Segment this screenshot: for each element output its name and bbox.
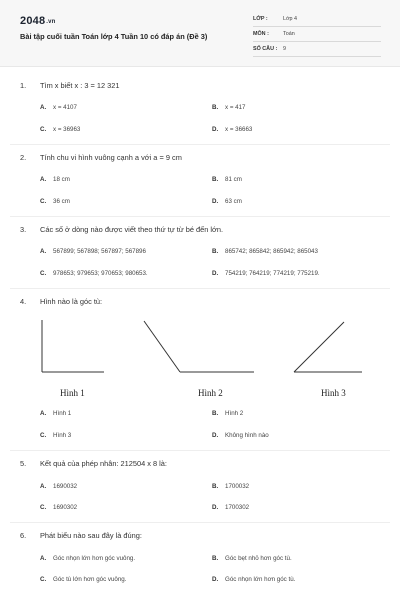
divider (10, 144, 390, 145)
q4-option-b[interactable]: B. Hình 2 (212, 410, 244, 417)
q3-option-d[interactable]: D. 754219; 764219; 774219; 775219. (212, 270, 320, 277)
q5-option-c[interactable]: C. 1690302 (40, 504, 78, 511)
q3-option-a[interactable]: A. 567899; 567898; 567897; 567896 (40, 248, 146, 255)
q1-option-b[interactable]: B. x = 417 (212, 104, 246, 111)
meta-class-label: LỚP : (253, 16, 268, 22)
figure-1-label: Hình 1 (60, 388, 85, 398)
q2-option-d[interactable]: D. 63 cm (212, 198, 242, 205)
q5-option-b[interactable]: B. 1700032 (212, 483, 250, 490)
q2-option-c[interactable]: C. 36 cm (40, 198, 70, 205)
q1-option-c[interactable]: C. x = 36963 (40, 126, 81, 133)
divider (10, 288, 390, 289)
q2-option-a[interactable]: A. 18 cm (40, 176, 70, 183)
divider (10, 522, 390, 523)
meta-question-count-value: 9 (283, 46, 286, 52)
meta-subject-value: Toán (283, 31, 295, 37)
q1-option-d[interactable]: D. x = 36663 (212, 126, 253, 133)
meta-question-count-label: SỐ CÂU : (253, 46, 278, 52)
question-3: 3. Các số ở dòng nào được viết theo thứ tự từ bé đến lớn. (20, 225, 224, 234)
meta-class-value: Lớp 4 (283, 16, 298, 22)
figure-3-acute-angle (288, 318, 368, 376)
q4-option-c[interactable]: C. Hình 3 (40, 432, 72, 439)
q6-option-b[interactable]: B. Góc bẹt nhỏ hơn góc tù. (212, 555, 292, 562)
meta-question-count (253, 44, 381, 57)
q5-option-d[interactable]: D. 1700302 (212, 504, 250, 511)
question-6: 6. Phát biểu nào sau đây là đúng: (20, 531, 142, 540)
q6-option-a[interactable]: A. Góc nhọn lớn hơn góc vuông. (40, 555, 136, 562)
q3-option-c[interactable]: C. 978653; 979653; 970653; 980653. (40, 270, 148, 277)
q1-option-a[interactable]: A. x = 4107 (40, 104, 77, 111)
q3-option-b[interactable]: B. 865742; 865842; 865942; 865043 (212, 248, 318, 255)
meta-subject (253, 29, 381, 42)
figure-1-right-angle (38, 318, 108, 376)
figure-3-label: Hình 3 (321, 388, 346, 398)
divider (10, 450, 390, 451)
figure-2-label: Hình 2 (198, 388, 223, 398)
site-logo[interactable]: 2048.vn (20, 15, 56, 27)
divider (10, 216, 390, 217)
question-2: 2. Tính chu vi hình vuông cạnh a với a = 9 cm (20, 153, 182, 162)
q4-option-d[interactable]: D. Không hình nào (212, 432, 269, 439)
meta-subject-label: MÔN : (253, 31, 269, 37)
figure-2-obtuse-angle (140, 318, 260, 376)
q5-option-a[interactable]: A. 1690032 (40, 483, 78, 490)
meta-class (253, 14, 381, 27)
q6-option-d[interactable]: D. Góc nhọn lớn hơn góc tù. (212, 576, 296, 583)
q4-option-a[interactable]: A. Hình 1 (40, 410, 72, 417)
q6-option-c[interactable]: C. Góc tù lớn hơn góc vuông. (40, 576, 127, 583)
worksheet-header (0, 0, 400, 67)
q2-option-b[interactable]: B. 81 cm (212, 176, 242, 183)
question-5: 5. Kết quả của phép nhân: 212504 x 8 là: (20, 459, 167, 468)
worksheet-title: Bài tập cuối tuần Toán lớp 4 Tuần 10 có đáp án (Đề 3) (20, 32, 208, 41)
question-4: 4. Hình nào là góc tù: (20, 297, 103, 306)
question-1: 1. Tìm x biết x : 3 = 12 321 (20, 81, 120, 90)
